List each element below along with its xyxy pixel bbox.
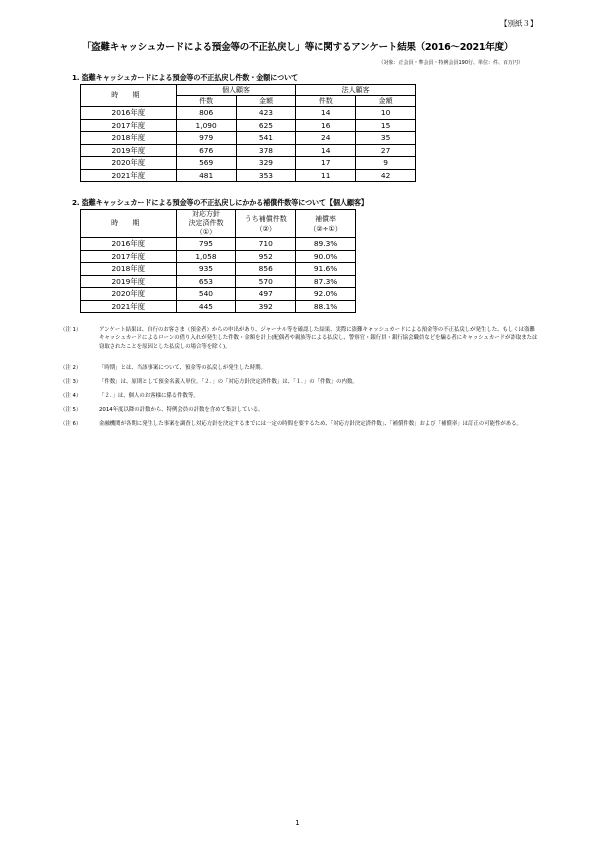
compensation-stats-table <box>80 209 356 313</box>
table-row <box>81 119 416 132</box>
decided-count-cell: 935 <box>176 263 236 276</box>
period-cell: 2016年度 <box>81 238 177 251</box>
period-cell: 2018年度 <box>81 263 177 276</box>
compensated-count-cell: 392 <box>236 300 296 313</box>
corporate-amount-header: 金額 <box>356 96 416 107</box>
table-row <box>81 275 356 288</box>
corporate-count-cell: 16 <box>296 119 356 132</box>
table-row <box>81 107 416 120</box>
compensated-count-cell: 952 <box>236 250 296 263</box>
table-row <box>81 288 356 301</box>
compensation-rate-cell: 88.1% <box>296 300 356 313</box>
period-cell: 2017年度 <box>81 119 177 132</box>
compensated-header-line2: （②） <box>255 224 276 233</box>
note-text: 「２．」は、個人のお客様に係る件数等。 <box>99 393 199 399</box>
table-row <box>81 169 416 182</box>
decided-count-cell: 1,058 <box>176 250 236 263</box>
note-text: アンケート結果は、自行のお客さま（預金者）からの申出があり、ジャーナル等を確認した結果、実際に盗難キャッシュカードによる預金等の不正払戻しが発生した、もしくは盗難キャッシュカードによるローンの借り入れが発生した件数・金額を計上(配偶者や親族等による払戻し、警察官・銀行員・銀行協会職員などを騙る者にキャッシュカードが詐取または窃取されたことを原因とした払戻しの場合等を除く)。 <box>99 327 538 350</box>
individual-count-cell: 676 <box>176 144 236 157</box>
period-header: 時 期 <box>81 85 177 107</box>
period-cell: 2018年度 <box>81 132 177 145</box>
individual-count-cell: 569 <box>176 157 236 170</box>
decided-count-cell: 445 <box>176 300 236 313</box>
compensation-rate-cell: 89.3% <box>296 238 356 251</box>
decided-count-cell: 795 <box>176 238 236 251</box>
corporate-count-header: 件数 <box>296 96 356 107</box>
decided-header-line2: 決定済件数 <box>188 219 224 227</box>
individual-amount-cell: 353 <box>236 169 296 182</box>
compensation-rate-cell: 91.6% <box>296 263 356 276</box>
rate-header-line2: （②÷①） <box>309 224 342 233</box>
attachment-tag: 【別紙３】 <box>500 19 538 28</box>
individual-count-cell: 806 <box>176 107 236 120</box>
corporate-amount-cell: 9 <box>356 157 416 170</box>
individual-amount-cell: 329 <box>236 157 296 170</box>
scope-unit-note: （対象：正会員・準会員・特例会員190行、単位：件、百万円） <box>378 60 523 66</box>
section1-heading: 1. 盗難キャッシュカードによる預金等の不正払戻し件数・金額について <box>72 73 298 82</box>
compensated-count-cell: 497 <box>236 288 296 301</box>
corporate-amount-cell: 42 <box>356 169 416 182</box>
period-cell: 2020年度 <box>81 288 177 301</box>
note-label: （注 4） <box>60 393 82 399</box>
corporate-count-cell: 14 <box>296 107 356 120</box>
note-label: （注 5） <box>60 407 82 413</box>
corporate-count-cell: 17 <box>296 157 356 170</box>
individual-count-cell: 979 <box>176 132 236 145</box>
period-cell: 2017年度 <box>81 250 177 263</box>
individual-amount-cell: 541 <box>236 132 296 145</box>
compensation-rate-cell: 87.3% <box>296 275 356 288</box>
note-label: （注 3） <box>60 379 82 385</box>
individual-amount-cell: 625 <box>236 119 296 132</box>
compensation-rate-cell: 92.0% <box>296 288 356 301</box>
corporate-amount-cell: 10 <box>356 107 416 120</box>
table-row <box>81 263 356 276</box>
page-number: 1 <box>295 819 300 827</box>
individual-amount-header: 金額 <box>236 96 296 107</box>
individual-count-cell: 481 <box>176 169 236 182</box>
table-row <box>81 157 416 170</box>
table-row <box>81 144 416 157</box>
corporate-count-cell: 11 <box>296 169 356 182</box>
period-cell: 2016年度 <box>81 107 177 120</box>
table-row <box>81 250 356 263</box>
period-header: 時 期 <box>81 210 177 238</box>
period-cell: 2020年度 <box>81 157 177 170</box>
period-cell: 2019年度 <box>81 275 177 288</box>
compensated-count-cell: 570 <box>236 275 296 288</box>
compensation-rate-cell: 90.0% <box>296 250 356 263</box>
note-label: （注 1） <box>60 327 82 333</box>
individual-amount-cell: 423 <box>236 107 296 120</box>
section2-heading: 2. 盗難キャッシュカードによる預金等の不正払戻しにかかる補償件数等について【個人顧客】 <box>72 198 368 207</box>
note-label: （注 2） <box>60 365 82 371</box>
corporate-group-header: 法人顧客 <box>296 85 416 96</box>
decided-count-header <box>176 210 236 238</box>
corporate-amount-cell: 15 <box>356 119 416 132</box>
corporate-count-cell: 14 <box>296 144 356 157</box>
note-label: （注 6） <box>60 421 82 427</box>
table-row <box>81 238 356 251</box>
note-text: 「時期」とは、当該事案について、預金等の払戻しが発生した時期。 <box>99 365 266 371</box>
decided-header-line1: 対応方針 <box>191 210 220 218</box>
table-row <box>81 300 356 313</box>
compensated-header-line1: うち補償件数 <box>244 214 287 223</box>
table-row <box>81 132 416 145</box>
corporate-amount-cell: 27 <box>356 144 416 157</box>
document-title: 「盗難キャッシュカードによる預金等の不正払戻し」等に関するアンケート結果（2016～2021年度） <box>81 42 514 53</box>
individual-count-header: 件数 <box>176 96 236 107</box>
period-cell: 2021年度 <box>81 169 177 182</box>
period-cell: 2021年度 <box>81 300 177 313</box>
decided-header-line3: （①） <box>195 228 217 236</box>
fraud-stats-table <box>80 84 416 182</box>
compensated-count-cell: 710 <box>236 238 296 251</box>
decided-count-cell: 540 <box>176 288 236 301</box>
note-text: 2014年度以降の計数から、特例会員の計数を含めて集計している。 <box>99 407 264 413</box>
compensated-count-header <box>236 210 296 238</box>
individual-group-header: 個人顧客 <box>176 85 296 96</box>
individual-count-cell: 1,090 <box>176 119 236 132</box>
corporate-count-cell: 24 <box>296 132 356 145</box>
compensated-count-cell: 856 <box>236 263 296 276</box>
rate-header-line1: 補償率 <box>315 214 337 223</box>
compensation-rate-header <box>296 210 356 238</box>
note-text: 「件数」は、原則として預金名義人単位。「２．」の「対応方針決定済件数」は、「１．」の「件数」の内数。 <box>99 379 358 385</box>
period-cell: 2019年度 <box>81 144 177 157</box>
decided-count-cell: 653 <box>176 275 236 288</box>
individual-amount-cell: 378 <box>236 144 296 157</box>
corporate-amount-cell: 35 <box>356 132 416 145</box>
note-text: 金融機関が各期に発生した事案を調査し対応方針を決定するまでには一定の時間を要するため、「対応方針決定済件数」、「補償件数」および「補償率」は訂正の可能性がある。 <box>99 421 522 427</box>
